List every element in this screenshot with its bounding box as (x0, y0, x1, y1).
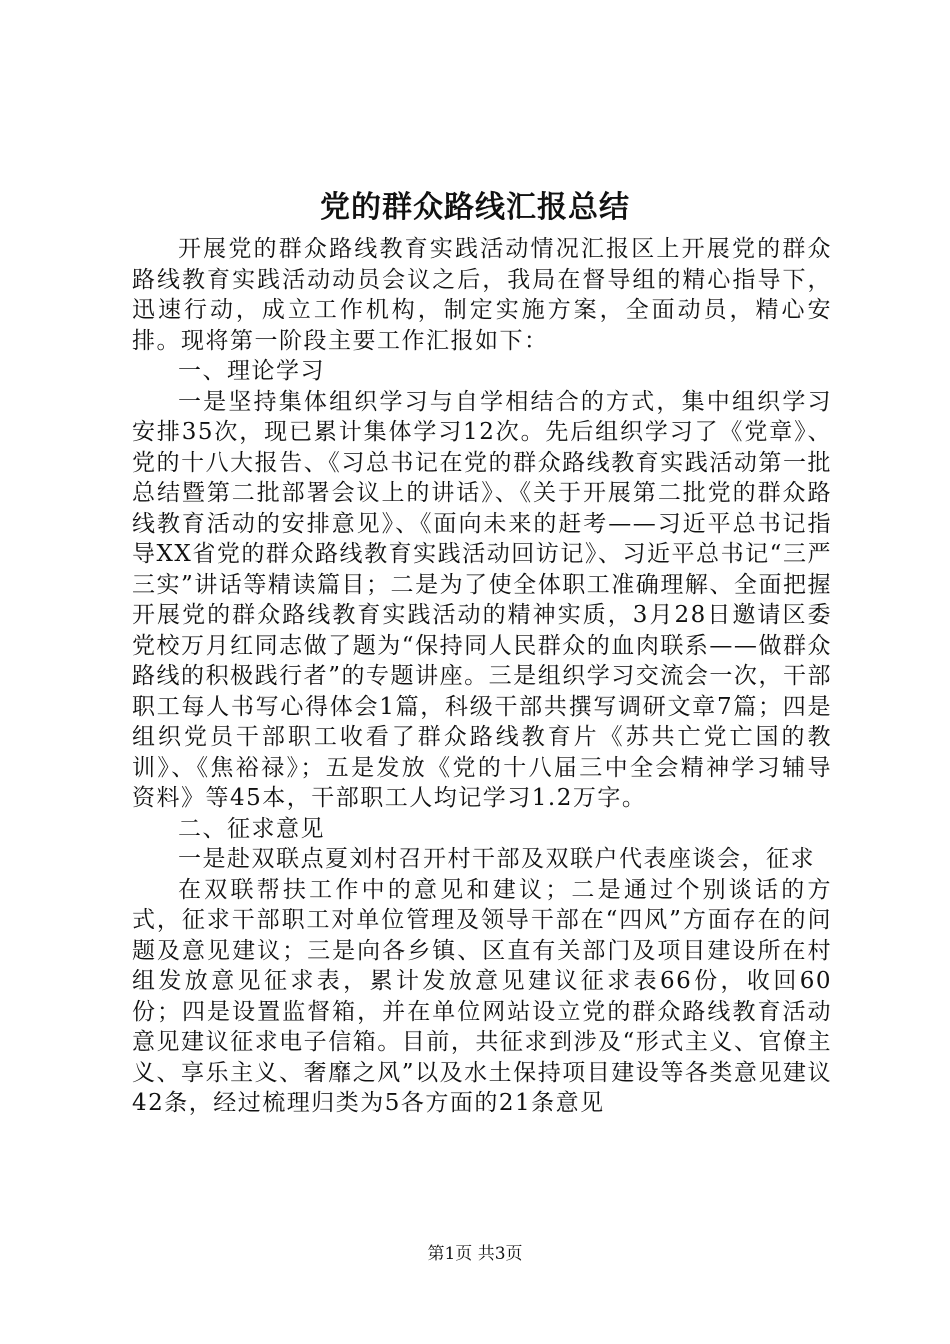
theory-study-paragraph: 一是坚持集体组织学习与自学相结合的方式，集中组织学习安排35次，现已累计集体学习12次。先后组织学习了《党章》、党的十八大报告、《习总书记在党的群众路线教育实践活动第一批总结暨第二批部署会议上的讲话》、《关于开展第二批党的群众路线教育活动的安排意见》、《面向未来的赶考——习近平总书记指导XX省党的群众路线教育实践活动回访记》、习近平总书记“三严三实”讲话等精读篇目；二是为了使全体职工准确理解、全面把握开展党的群众路线教育实践活动的精神实质，3月28日邀请区委党校万月红同志做了题为“保持同人民群众的血肉联系——做群众路线的积极践行者”的专题讲座。三是组织学习交流会一次，干部职工每人书写心得体会1篇，科级干部共撰写调研文章7篇；四是组织党员干部职工收看了群众路线教育片《苏共亡党亡国的教训》、《焦裕禄》；五是发放《党的十八届三中全会精神学习辅导资料》等45本，干部职工人均记学习1.2万字。 (132, 388, 832, 811)
solicit-opinions-paragraph-1: 一是赴双联点夏刘村召开村干部及双联户代表座谈会，征求 (178, 846, 815, 872)
document-title: 党的群众路线汇报总结 (320, 190, 630, 225)
intro-paragraph: 开展党的群众路线教育实践活动情况汇报区上开展党的群众路线教育实践活动动员会议之后，我局在督导组的精心指导下，迅速行动，成立工作机构，制定实施方案，全面动员，精心安排。现将第一阶段主要工作汇报如下： (132, 236, 832, 354)
page-number-footer: 第1页 共3页 (427, 1244, 523, 1264)
section-heading-theory-study: 一、理论学习 (178, 358, 325, 384)
document-body (132, 234, 832, 1119)
solicit-opinions-paragraph-2: 在双联帮扶工作中的意见和建议；二是通过个别谈话的方式，征求干部职工对单位管理及领导干部在“四风”方面存在的问题及意见建议；三是向各乡镇、区直有关部门及项目建设所在村组发放意见征求表，累计发放意见建议征求表66份，收回60份；四是设置监督箱，并在单位网站设立党的群众路线教育活动意见建议征求电子信箱。目前，共征求到涉及“形式主义、官僚主义、享乐主义、奢靡之风”以及水土保持项目建设等各类意见建议42条，经过梳理归类为5各方面的21条意见 (132, 876, 832, 1116)
section-heading-solicit-opinions: 二、征求意见 (178, 815, 325, 842)
